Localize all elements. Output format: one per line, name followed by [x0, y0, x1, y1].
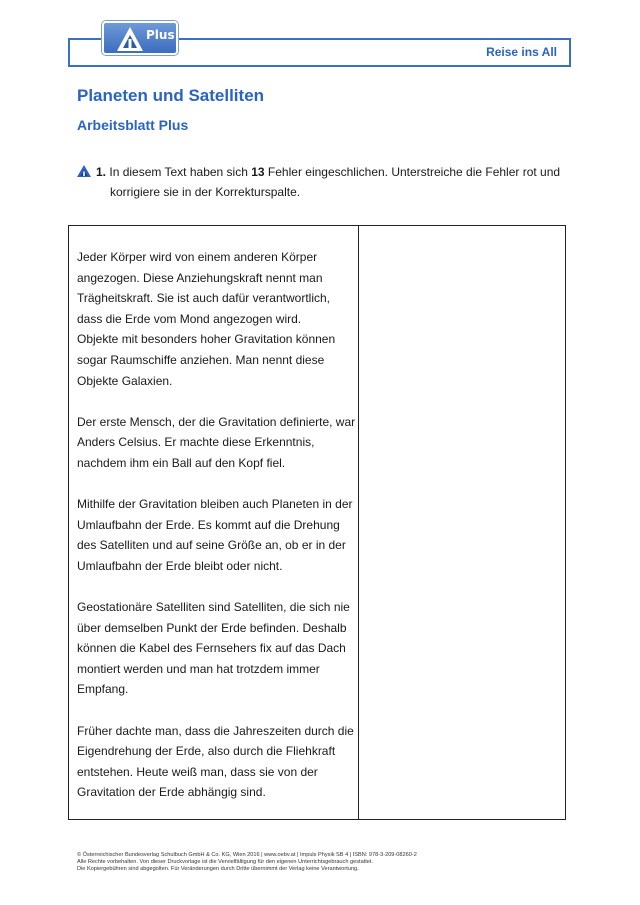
text-paragraph [77, 597, 358, 700]
task-number: 1. [96, 165, 107, 179]
footer-line: Die Kopiergebühren sind abgegolten. Für Veränderungen durch Dritte übernimmt der Verlag keine Verantwortung. [77, 866, 359, 872]
text-line: Früher dachte man, dass die Jahreszeiten durch die [77, 723, 354, 738]
chapter-label: Reise ins All [486, 45, 557, 59]
text-line: können die Kabel des Fernsehers fix auf das Dach [77, 641, 346, 656]
text-line: entstehen. Heute weiß man, dass sie von der [77, 764, 318, 779]
text-paragraph [77, 494, 358, 576]
text-line: Trägheitskraft. Sie ist auch dafür verantwortlich, [77, 291, 330, 306]
task-text-after: Fehler eingeschlichen. Unterstreiche die Fehler rot und [264, 165, 561, 179]
text-line: des Satelliten und auf seine Größe an, ob er in der [77, 538, 346, 553]
text-line: Geostationäre Satelliten sind Satelliten, die sich nie [77, 600, 350, 615]
text-line: Objekte mit besonders hoher Gravitation können [77, 332, 336, 347]
task-instruction [96, 162, 566, 202]
correction-column[interactable] [359, 226, 565, 819]
text-line: Umlaufbahn der Erde. Es kommt auf die Drehung [77, 517, 340, 532]
worksheet-table [68, 225, 566, 820]
copyright-footer [77, 852, 417, 873]
text-line: Objekte Galaxien. [77, 373, 173, 388]
text-column [69, 226, 359, 819]
text-line: sogar Raumschiffe anziehen. Man nennt diese [77, 352, 325, 367]
text-paragraph [77, 721, 358, 803]
text-line: Mithilfe der Gravitation bleiben auch Planeten in der [77, 497, 353, 512]
footer-line: © Österreichischer Bundesverlag Schulbuch GmbH & Co. KG, Wien 2016 | www.oebv.at | Impuls Physik SB 4 | ISBN: 978-3-209-08260-2 [77, 852, 417, 858]
text-paragraph [77, 247, 358, 391]
text-line: montiert werden und man hat trotzdem immer [77, 661, 320, 676]
logo-text: Plus [146, 28, 175, 42]
text-line: dass die Erde vom Mond angezogen wird. [77, 311, 302, 326]
text-paragraph [77, 412, 358, 474]
task-text-before: In diesem Text haben sich [109, 165, 252, 179]
footer-line: Alle Rechte vorbehalten. Von dieser Druckvorlage ist die Vervielfältigung für den eigenen Unterrichtsgebrauch gestattet. [77, 859, 374, 865]
page-subtitle: Arbeitsblatt Plus [77, 117, 189, 133]
text-line: angezogen. Diese Anziehungskraft nennt man [77, 270, 323, 285]
text-line: Umlaufbahn der Erde bleibt oder nicht. [77, 558, 283, 573]
text-line: über demselben Punkt der Erde befinden. Deshalb [77, 620, 347, 635]
text-line: Gravitation der Erde abhängig sind. [77, 785, 266, 800]
triangle-logo-icon [116, 26, 144, 52]
text-line: Jeder Körper wird von einem anderen Körper [77, 250, 318, 264]
task-line-1 [96, 162, 566, 182]
page-title: Planeten und Satelliten [77, 86, 265, 105]
error-count: 13 [251, 165, 265, 179]
text-line: Eigendrehung der Erde, also durch die Fliehkraft [77, 744, 336, 759]
plus-task-icon [77, 165, 91, 177]
text-line: Empfang. [77, 682, 129, 697]
text-line: nachdem ihm ein Ball auf den Kopf fiel. [77, 455, 286, 470]
plus-logo [102, 21, 178, 55]
text-line: Der erste Mensch, der die Gravitation definierte, war [77, 414, 356, 429]
text-line: Anders Celsius. Er machte diese Erkenntnis, [77, 435, 315, 450]
task-line-2: korrigiere sie in der Korrekturspalte. [110, 185, 301, 199]
